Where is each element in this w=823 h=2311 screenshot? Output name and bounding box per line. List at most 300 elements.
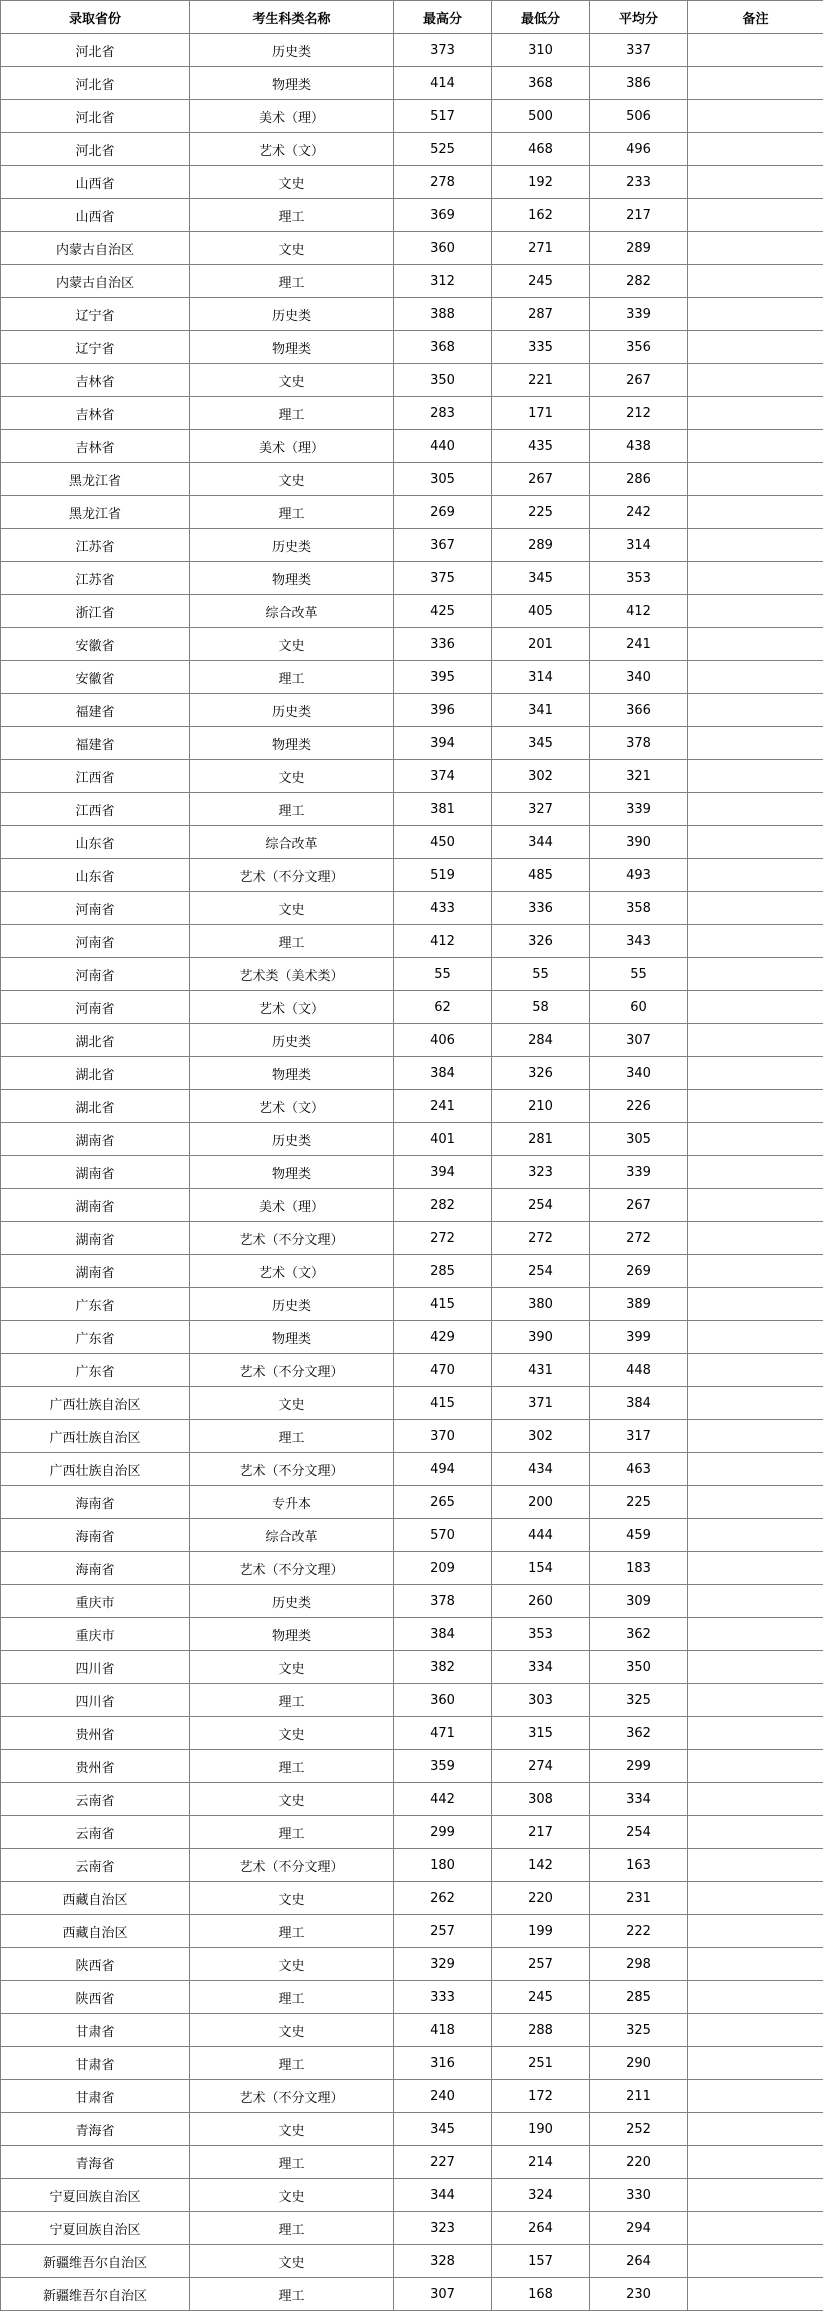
cell-max-score: 373: [394, 34, 492, 67]
cell-min-score: 168: [492, 2278, 590, 2311]
cell-min-score: 271: [492, 232, 590, 265]
cell-remarks: [688, 1354, 823, 1387]
cell-min-score: 245: [492, 265, 590, 298]
cell-avg-score: 384: [590, 1387, 688, 1420]
table-body: [1, 34, 823, 2311]
cell-avg-score: 242: [590, 496, 688, 529]
cell-min-score: 500: [492, 100, 590, 133]
cell-min-score: 371: [492, 1387, 590, 1420]
cell-remarks: [688, 760, 823, 793]
cell-remarks: [688, 1519, 823, 1552]
cell-category: 物理类: [190, 1156, 394, 1189]
cell-min-score: 199: [492, 1915, 590, 1948]
cell-province: 内蒙古自治区: [1, 265, 190, 298]
cell-province: 河南省: [1, 925, 190, 958]
cell-remarks: [688, 463, 823, 496]
cell-remarks: [688, 529, 823, 562]
cell-max-score: 359: [394, 1750, 492, 1783]
cell-min-score: 308: [492, 1783, 590, 1816]
cell-category: 理工: [190, 1915, 394, 1948]
cell-category: 理工: [190, 2278, 394, 2311]
cell-max-score: 388: [394, 298, 492, 331]
cell-remarks: [688, 1189, 823, 1222]
cell-remarks: [688, 694, 823, 727]
cell-max-score: 418: [394, 2014, 492, 2047]
cell-avg-score: 321: [590, 760, 688, 793]
cell-avg-score: 267: [590, 1189, 688, 1222]
cell-category: 艺术（文）: [190, 1255, 394, 1288]
cell-category: 文史: [190, 232, 394, 265]
cell-avg-score: 493: [590, 859, 688, 892]
cell-remarks: [688, 1882, 823, 1915]
cell-avg-score: 211: [590, 2080, 688, 2113]
cell-province: 福建省: [1, 694, 190, 727]
cell-max-score: 369: [394, 199, 492, 232]
cell-avg-score: 399: [590, 1321, 688, 1354]
cell-avg-score: 325: [590, 2014, 688, 2047]
cell-category: 文史: [190, 2179, 394, 2212]
table-row: [1, 628, 823, 661]
table-row: [1, 1618, 823, 1651]
table-row: [1, 1123, 823, 1156]
cell-min-score: 405: [492, 595, 590, 628]
cell-max-score: 429: [394, 1321, 492, 1354]
cell-max-score: 394: [394, 1156, 492, 1189]
cell-max-score: 350: [394, 364, 492, 397]
cell-province: 贵州省: [1, 1750, 190, 1783]
cell-remarks: [688, 1255, 823, 1288]
cell-max-score: 241: [394, 1090, 492, 1123]
cell-province: 山西省: [1, 199, 190, 232]
cell-avg-score: 299: [590, 1750, 688, 1783]
cell-province: 山东省: [1, 826, 190, 859]
cell-province: 湖南省: [1, 1123, 190, 1156]
cell-category: 文史: [190, 1882, 394, 1915]
cell-max-score: 227: [394, 2146, 492, 2179]
cell-category: 美术（理）: [190, 430, 394, 463]
cell-avg-score: 389: [590, 1288, 688, 1321]
cell-category: 艺术类（美术类）: [190, 958, 394, 991]
cell-remarks: [688, 562, 823, 595]
cell-max-score: 345: [394, 2113, 492, 2146]
table-row: [1, 166, 823, 199]
table-row: [1, 1321, 823, 1354]
cell-category: 历史类: [190, 1288, 394, 1321]
cell-min-score: 431: [492, 1354, 590, 1387]
cell-remarks: [688, 2080, 823, 2113]
cell-max-score: 272: [394, 1222, 492, 1255]
cell-category: 理工: [190, 1420, 394, 1453]
cell-avg-score: 362: [590, 1618, 688, 1651]
table-row: [1, 2080, 823, 2113]
cell-province: 湖北省: [1, 1090, 190, 1123]
cell-remarks: [688, 628, 823, 661]
cell-category: 历史类: [190, 694, 394, 727]
cell-category: 历史类: [190, 1123, 394, 1156]
cell-remarks: [688, 1387, 823, 1420]
cell-province: 江西省: [1, 793, 190, 826]
table-row: [1, 2113, 823, 2146]
cell-remarks: [688, 1684, 823, 1717]
cell-min-score: 254: [492, 1189, 590, 1222]
cell-max-score: 370: [394, 1420, 492, 1453]
cell-max-score: 368: [394, 331, 492, 364]
cell-category: 理工: [190, 397, 394, 430]
cell-max-score: 262: [394, 1882, 492, 1915]
cell-min-score: 192: [492, 166, 590, 199]
table-row: [1, 364, 823, 397]
cell-avg-score: 282: [590, 265, 688, 298]
cell-max-score: 360: [394, 1684, 492, 1717]
table-row: [1, 991, 823, 1024]
cell-remarks: [688, 2113, 823, 2146]
cell-remarks: [688, 1453, 823, 1486]
cell-avg-score: 366: [590, 694, 688, 727]
table-row: [1, 529, 823, 562]
cell-category: 历史类: [190, 1024, 394, 1057]
cell-category: 物理类: [190, 67, 394, 100]
cell-min-score: 323: [492, 1156, 590, 1189]
cell-avg-score: 339: [590, 1156, 688, 1189]
cell-province: 云南省: [1, 1783, 190, 1816]
cell-min-score: 260: [492, 1585, 590, 1618]
cell-avg-score: 314: [590, 529, 688, 562]
cell-province: 宁夏回族自治区: [1, 2212, 190, 2245]
cell-remarks: [688, 166, 823, 199]
cell-remarks: [688, 430, 823, 463]
cell-avg-score: 212: [590, 397, 688, 430]
cell-category: 综合改革: [190, 826, 394, 859]
cell-max-score: 307: [394, 2278, 492, 2311]
table-row: [1, 1750, 823, 1783]
cell-min-score: 190: [492, 2113, 590, 2146]
cell-min-score: 444: [492, 1519, 590, 1552]
cell-min-score: 272: [492, 1222, 590, 1255]
cell-max-score: 401: [394, 1123, 492, 1156]
cell-max-score: 278: [394, 166, 492, 199]
cell-province: 四川省: [1, 1651, 190, 1684]
cell-remarks: [688, 595, 823, 628]
cell-province: 江西省: [1, 760, 190, 793]
cell-category: 物理类: [190, 1618, 394, 1651]
cell-remarks: [688, 2014, 823, 2047]
cell-remarks: [688, 1486, 823, 1519]
table-row: [1, 1651, 823, 1684]
cell-remarks: [688, 1024, 823, 1057]
cell-min-score: 154: [492, 1552, 590, 1585]
cell-remarks: [688, 1618, 823, 1651]
cell-min-score: 302: [492, 760, 590, 793]
cell-min-score: 254: [492, 1255, 590, 1288]
table-row: [1, 1882, 823, 1915]
cell-avg-score: 340: [590, 661, 688, 694]
cell-remarks: [688, 67, 823, 100]
cell-province: 四川省: [1, 1684, 190, 1717]
cell-max-score: 269: [394, 496, 492, 529]
cell-province: 宁夏回族自治区: [1, 2179, 190, 2212]
cell-min-score: 257: [492, 1948, 590, 1981]
cell-max-score: 425: [394, 595, 492, 628]
cell-min-score: 201: [492, 628, 590, 661]
cell-avg-score: 163: [590, 1849, 688, 1882]
cell-category: 理工: [190, 2212, 394, 2245]
cell-category: 物理类: [190, 1321, 394, 1354]
cell-min-score: 485: [492, 859, 590, 892]
cell-min-score: 251: [492, 2047, 590, 2080]
cell-max-score: 62: [394, 991, 492, 1024]
cell-province: 河南省: [1, 892, 190, 925]
cell-category: 理工: [190, 1816, 394, 1849]
cell-avg-score: 343: [590, 925, 688, 958]
cell-province: 湖南省: [1, 1255, 190, 1288]
table-row: [1, 760, 823, 793]
cell-remarks: [688, 727, 823, 760]
cell-remarks: [688, 2047, 823, 2080]
cell-province: 海南省: [1, 1486, 190, 1519]
cell-category: 理工: [190, 1750, 394, 1783]
cell-min-score: 326: [492, 925, 590, 958]
cell-avg-score: 448: [590, 1354, 688, 1387]
cell-category: 艺术（文）: [190, 133, 394, 166]
cell-category: 理工: [190, 199, 394, 232]
cell-avg-score: 353: [590, 562, 688, 595]
cell-avg-score: 339: [590, 793, 688, 826]
cell-avg-score: 309: [590, 1585, 688, 1618]
cell-avg-score: 269: [590, 1255, 688, 1288]
cell-avg-score: 362: [590, 1717, 688, 1750]
cell-max-score: 433: [394, 892, 492, 925]
table-row: [1, 1849, 823, 1882]
cell-remarks: [688, 2245, 823, 2278]
cell-remarks: [688, 1156, 823, 1189]
cell-province: 甘肃省: [1, 2014, 190, 2047]
cell-remarks: [688, 1981, 823, 2014]
cell-max-score: 525: [394, 133, 492, 166]
cell-category: 物理类: [190, 331, 394, 364]
cell-category: 艺术（不分文理）: [190, 1222, 394, 1255]
cell-max-score: 517: [394, 100, 492, 133]
cell-category: 文史: [190, 1387, 394, 1420]
cell-province: 吉林省: [1, 430, 190, 463]
cell-remarks: [688, 2179, 823, 2212]
table-row: [1, 1453, 823, 1486]
cell-remarks: [688, 199, 823, 232]
cell-remarks: [688, 34, 823, 67]
cell-avg-score: 496: [590, 133, 688, 166]
cell-max-score: 415: [394, 1288, 492, 1321]
cell-avg-score: 286: [590, 463, 688, 496]
cell-avg-score: 390: [590, 826, 688, 859]
cell-remarks: [688, 1783, 823, 1816]
cell-min-score: 335: [492, 331, 590, 364]
cell-avg-score: 334: [590, 1783, 688, 1816]
cell-min-score: 390: [492, 1321, 590, 1354]
cell-max-score: 415: [394, 1387, 492, 1420]
cell-category: 物理类: [190, 562, 394, 595]
cell-remarks: [688, 1321, 823, 1354]
cell-min-score: 245: [492, 1981, 590, 2014]
cell-category: 理工: [190, 496, 394, 529]
cell-max-score: 406: [394, 1024, 492, 1057]
cell-avg-score: 340: [590, 1057, 688, 1090]
cell-max-score: 282: [394, 1189, 492, 1222]
cell-avg-score: 252: [590, 2113, 688, 2146]
cell-province: 西藏自治区: [1, 1915, 190, 1948]
cell-max-score: 305: [394, 463, 492, 496]
table-row: [1, 100, 823, 133]
cell-category: 艺术（不分文理）: [190, 2080, 394, 2113]
cell-category: 物理类: [190, 1057, 394, 1090]
cell-remarks: [688, 1816, 823, 1849]
cell-category: 专升本: [190, 1486, 394, 1519]
cell-min-score: 200: [492, 1486, 590, 1519]
cell-remarks: [688, 1948, 823, 1981]
cell-min-score: 221: [492, 364, 590, 397]
cell-category: 美术（理）: [190, 100, 394, 133]
cell-min-score: 288: [492, 2014, 590, 2047]
cell-remarks: [688, 232, 823, 265]
cell-province: 河南省: [1, 991, 190, 1024]
cell-province: 河北省: [1, 100, 190, 133]
cell-province: 云南省: [1, 1849, 190, 1882]
cell-min-score: 334: [492, 1651, 590, 1684]
cell-max-score: 375: [394, 562, 492, 595]
cell-avg-score: 330: [590, 2179, 688, 2212]
table-row: [1, 2047, 823, 2080]
table-row: [1, 1024, 823, 1057]
table-row: [1, 265, 823, 298]
cell-remarks: [688, 892, 823, 925]
cell-avg-score: 285: [590, 1981, 688, 2014]
cell-category: 文史: [190, 463, 394, 496]
cell-category: 文史: [190, 1717, 394, 1750]
cell-province: 陕西省: [1, 1981, 190, 2014]
header-row: [1, 1, 823, 34]
cell-max-score: 328: [394, 2245, 492, 2278]
cell-remarks: [688, 2146, 823, 2179]
cell-min-score: 58: [492, 991, 590, 1024]
cell-province: 湖北省: [1, 1057, 190, 1090]
table-row: [1, 1090, 823, 1123]
cell-province: 新疆维吾尔自治区: [1, 2278, 190, 2311]
cell-min-score: 336: [492, 892, 590, 925]
cell-min-score: 281: [492, 1123, 590, 1156]
table-row: [1, 1552, 823, 1585]
cell-max-score: 396: [394, 694, 492, 727]
cell-remarks: [688, 1222, 823, 1255]
table-row: [1, 199, 823, 232]
cell-remarks: [688, 397, 823, 430]
cell-max-score: 285: [394, 1255, 492, 1288]
cell-province: 广西壮族自治区: [1, 1420, 190, 1453]
cell-avg-score: 350: [590, 1651, 688, 1684]
table-row: [1, 1948, 823, 1981]
cell-province: 辽宁省: [1, 298, 190, 331]
table-row: [1, 727, 823, 760]
cell-remarks: [688, 991, 823, 1024]
cell-max-score: 412: [394, 925, 492, 958]
cell-remarks: [688, 859, 823, 892]
table-row: [1, 331, 823, 364]
table-row: [1, 859, 823, 892]
cell-province: 山东省: [1, 859, 190, 892]
cell-min-score: 267: [492, 463, 590, 496]
table-row: [1, 67, 823, 100]
table-row: [1, 1783, 823, 1816]
cell-remarks: [688, 925, 823, 958]
cell-avg-score: 506: [590, 100, 688, 133]
cell-category: 历史类: [190, 298, 394, 331]
cell-category: 文史: [190, 364, 394, 397]
cell-province: 青海省: [1, 2146, 190, 2179]
cell-max-score: 384: [394, 1057, 492, 1090]
cell-remarks: [688, 1651, 823, 1684]
cell-remarks: [688, 1123, 823, 1156]
table-row: [1, 1288, 823, 1321]
cell-avg-score: 233: [590, 166, 688, 199]
header-max-score: 最高分: [394, 1, 492, 34]
cell-province: 云南省: [1, 1816, 190, 1849]
cell-min-score: 353: [492, 1618, 590, 1651]
cell-province: 广西壮族自治区: [1, 1453, 190, 1486]
table-row: [1, 133, 823, 166]
cell-min-score: 468: [492, 133, 590, 166]
cell-category: 文史: [190, 1651, 394, 1684]
cell-avg-score: 264: [590, 2245, 688, 2278]
header-province: 录取省份: [1, 1, 190, 34]
table-row: [1, 1981, 823, 2014]
cell-max-score: 344: [394, 2179, 492, 2212]
cell-min-score: 264: [492, 2212, 590, 2245]
cell-min-score: 314: [492, 661, 590, 694]
cell-province: 吉林省: [1, 397, 190, 430]
table-row: [1, 397, 823, 430]
cell-avg-score: 305: [590, 1123, 688, 1156]
table-header: [1, 1, 823, 34]
cell-category: 综合改革: [190, 1519, 394, 1552]
cell-avg-score: 222: [590, 1915, 688, 1948]
cell-province: 海南省: [1, 1519, 190, 1552]
cell-category: 文史: [190, 166, 394, 199]
cell-category: 艺术（不分文理）: [190, 1354, 394, 1387]
cell-max-score: 283: [394, 397, 492, 430]
cell-avg-score: 230: [590, 2278, 688, 2311]
cell-min-score: 310: [492, 34, 590, 67]
table-row: [1, 1255, 823, 1288]
cell-avg-score: 438: [590, 430, 688, 463]
table-row: [1, 496, 823, 529]
cell-province: 吉林省: [1, 364, 190, 397]
cell-remarks: [688, 661, 823, 694]
cell-min-score: 435: [492, 430, 590, 463]
cell-max-score: 442: [394, 1783, 492, 1816]
cell-category: 文史: [190, 628, 394, 661]
cell-max-score: 257: [394, 1915, 492, 1948]
table-row: [1, 1486, 823, 1519]
cell-max-score: 378: [394, 1585, 492, 1618]
cell-max-score: 360: [394, 232, 492, 265]
cell-remarks: [688, 298, 823, 331]
table-row: [1, 2146, 823, 2179]
cell-max-score: 323: [394, 2212, 492, 2245]
cell-avg-score: 267: [590, 364, 688, 397]
table-row: [1, 1420, 823, 1453]
cell-avg-score: 225: [590, 1486, 688, 1519]
cell-province: 山西省: [1, 166, 190, 199]
cell-max-score: 440: [394, 430, 492, 463]
table-row: [1, 1156, 823, 1189]
cell-category: 综合改革: [190, 595, 394, 628]
